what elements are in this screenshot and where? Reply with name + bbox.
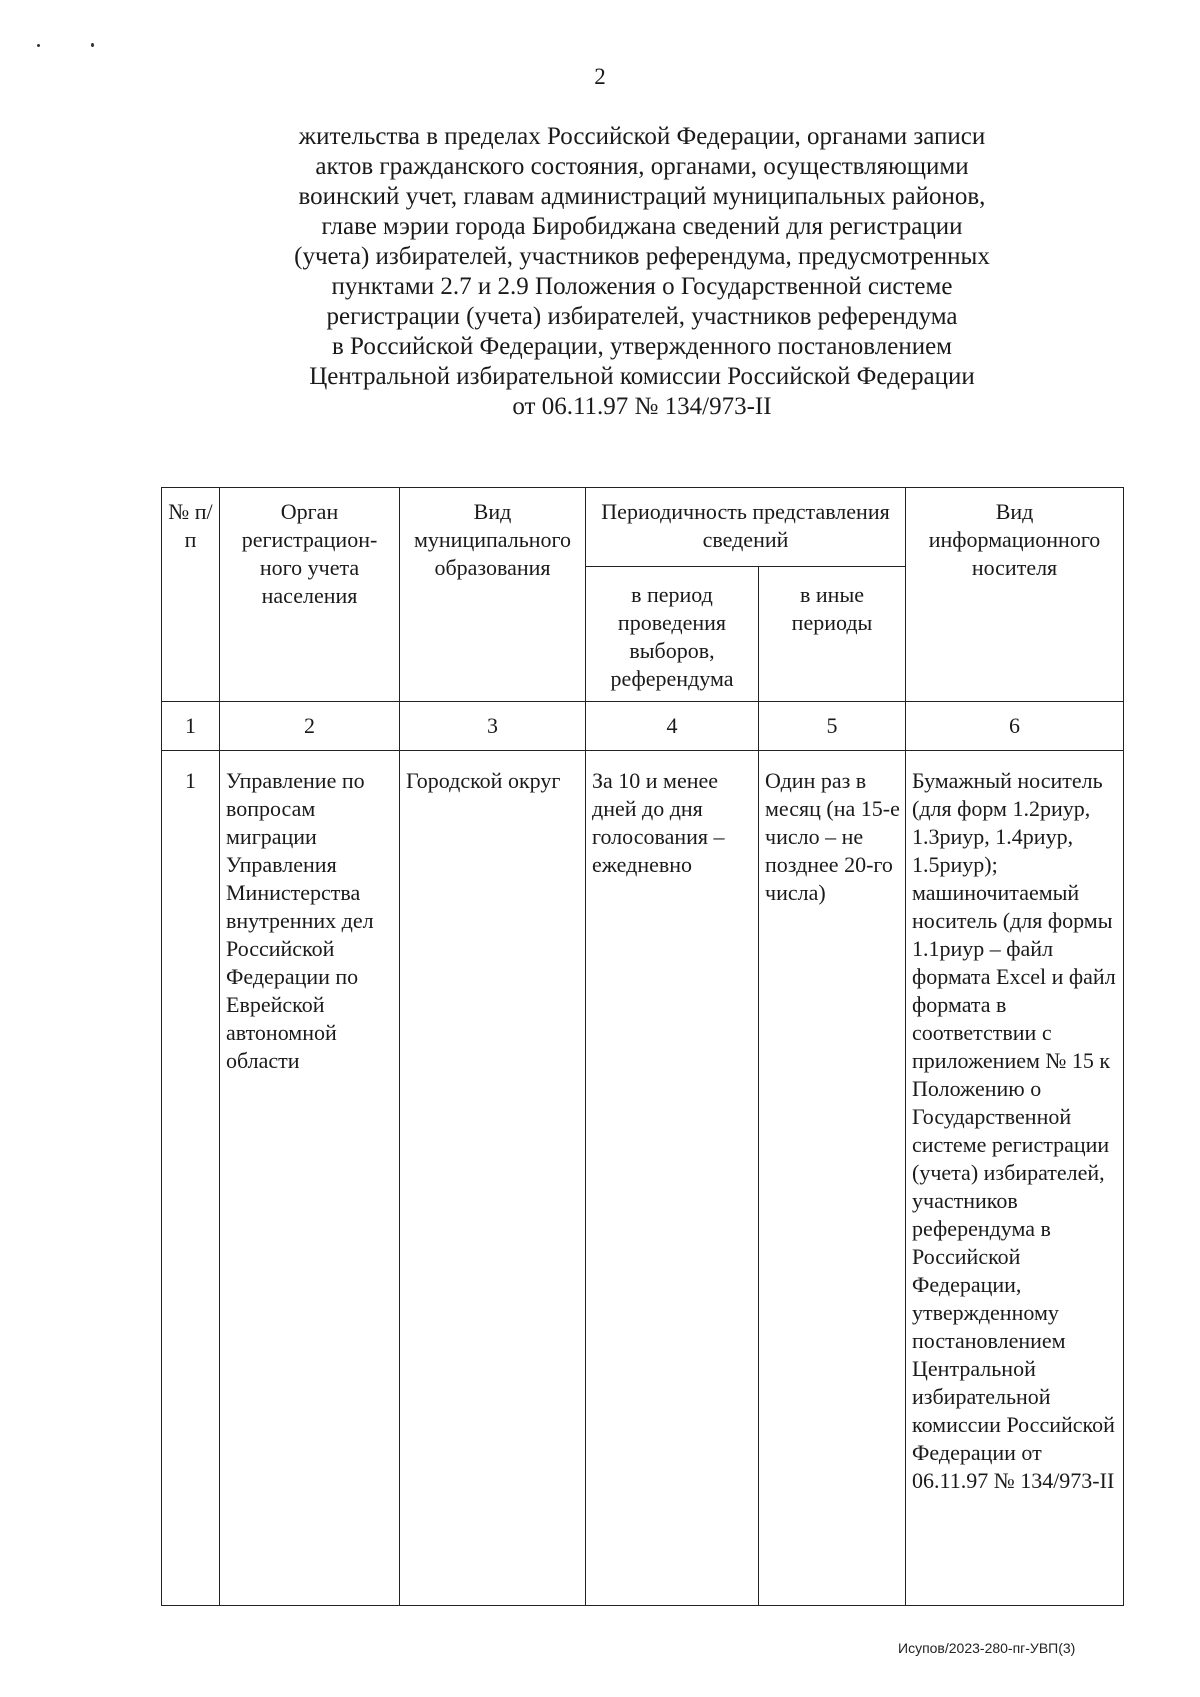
column-number: 4 xyxy=(586,702,759,751)
header-organ: Орган регистрацион-ного учета населения xyxy=(220,488,400,702)
row-period-other: Один раз в месяц (на 15-е число – не позднее 20-го числа) xyxy=(759,751,906,1606)
page-number: 2 xyxy=(594,64,606,89)
column-number: 6 xyxy=(906,702,1124,751)
column-number: 2 xyxy=(220,702,400,751)
intro-line: пунктами 2.7 и 2.9 Положения о Государственной системе xyxy=(331,273,953,300)
header-period-other: в иные периоды xyxy=(759,567,906,702)
row-organ: Управление по вопросам миграции Управления Министерства внутренних дел Российской Федерации по Еврейской автономной области xyxy=(220,751,400,1606)
column-number: 3 xyxy=(400,702,586,751)
header-municipal-type: Вид муниципального образования xyxy=(400,488,586,702)
row-period-elections: За 10 и менее дней до дня голосования – ежедневно xyxy=(586,751,759,1606)
row-municipal-type: Городской округ xyxy=(400,751,586,1606)
intro-line: главе мэрии города Биробиджана сведений для регистрации xyxy=(321,213,963,240)
column-number-row xyxy=(162,702,1124,751)
registration-table xyxy=(161,487,1124,1606)
header-carrier: Вид информационного носителя xyxy=(906,488,1124,702)
document-code: Исупов/2023-280-пг-УВП(3) xyxy=(898,1640,1076,1656)
intro-line: от 06.11.97 № 134/973-II xyxy=(512,393,772,420)
table-header-row xyxy=(162,488,1124,567)
intro-line: воинский учет, главам администраций муниципальных районов, xyxy=(298,183,986,210)
intro-line: жительства в пределах Российской Федерации, органами записи xyxy=(298,123,986,150)
row-carrier: Бумажный носитель (для форм 1.2риур, 1.3риур, 1.4риур, 1.5риур); машиночитаемый носитель (для формы 1.1риур – файл формата Excel и файл формата в соответствии с приложением № 15 к Положению о Государственной системе регистрации (учета) избирателей, участников референдума в Российской Федерации, утвержденному постановлением Центральной избирательной комиссии Российской Федерации от 06.11.97 № 134/973-II xyxy=(906,751,1124,1606)
scan-speck xyxy=(91,43,94,47)
scan-speck xyxy=(37,44,40,47)
intro-line: актов гражданского состояния, органами, осуществляющими xyxy=(315,153,969,180)
intro-line: в Российской Федерации, утвержденного постановлением xyxy=(331,333,952,360)
table-row xyxy=(162,751,1124,1606)
row-number: 1 xyxy=(162,751,220,1606)
intro-line: регистрации (учета) избирателей, участников референдума xyxy=(326,303,958,330)
header-number: № п/п xyxy=(162,488,220,702)
column-number: 1 xyxy=(162,702,220,751)
header-period-elections: в период проведения выборов, референдума xyxy=(586,567,759,702)
intro-paragraph xyxy=(262,122,1022,422)
intro-line: (учета) избирателей, участников референдума, предусмотренных xyxy=(294,243,990,270)
intro-line: Центральной избирательной комиссии Российской Федерации xyxy=(309,363,975,390)
header-periodicity: Периодичность представления сведений xyxy=(586,488,906,567)
column-number: 5 xyxy=(759,702,906,751)
